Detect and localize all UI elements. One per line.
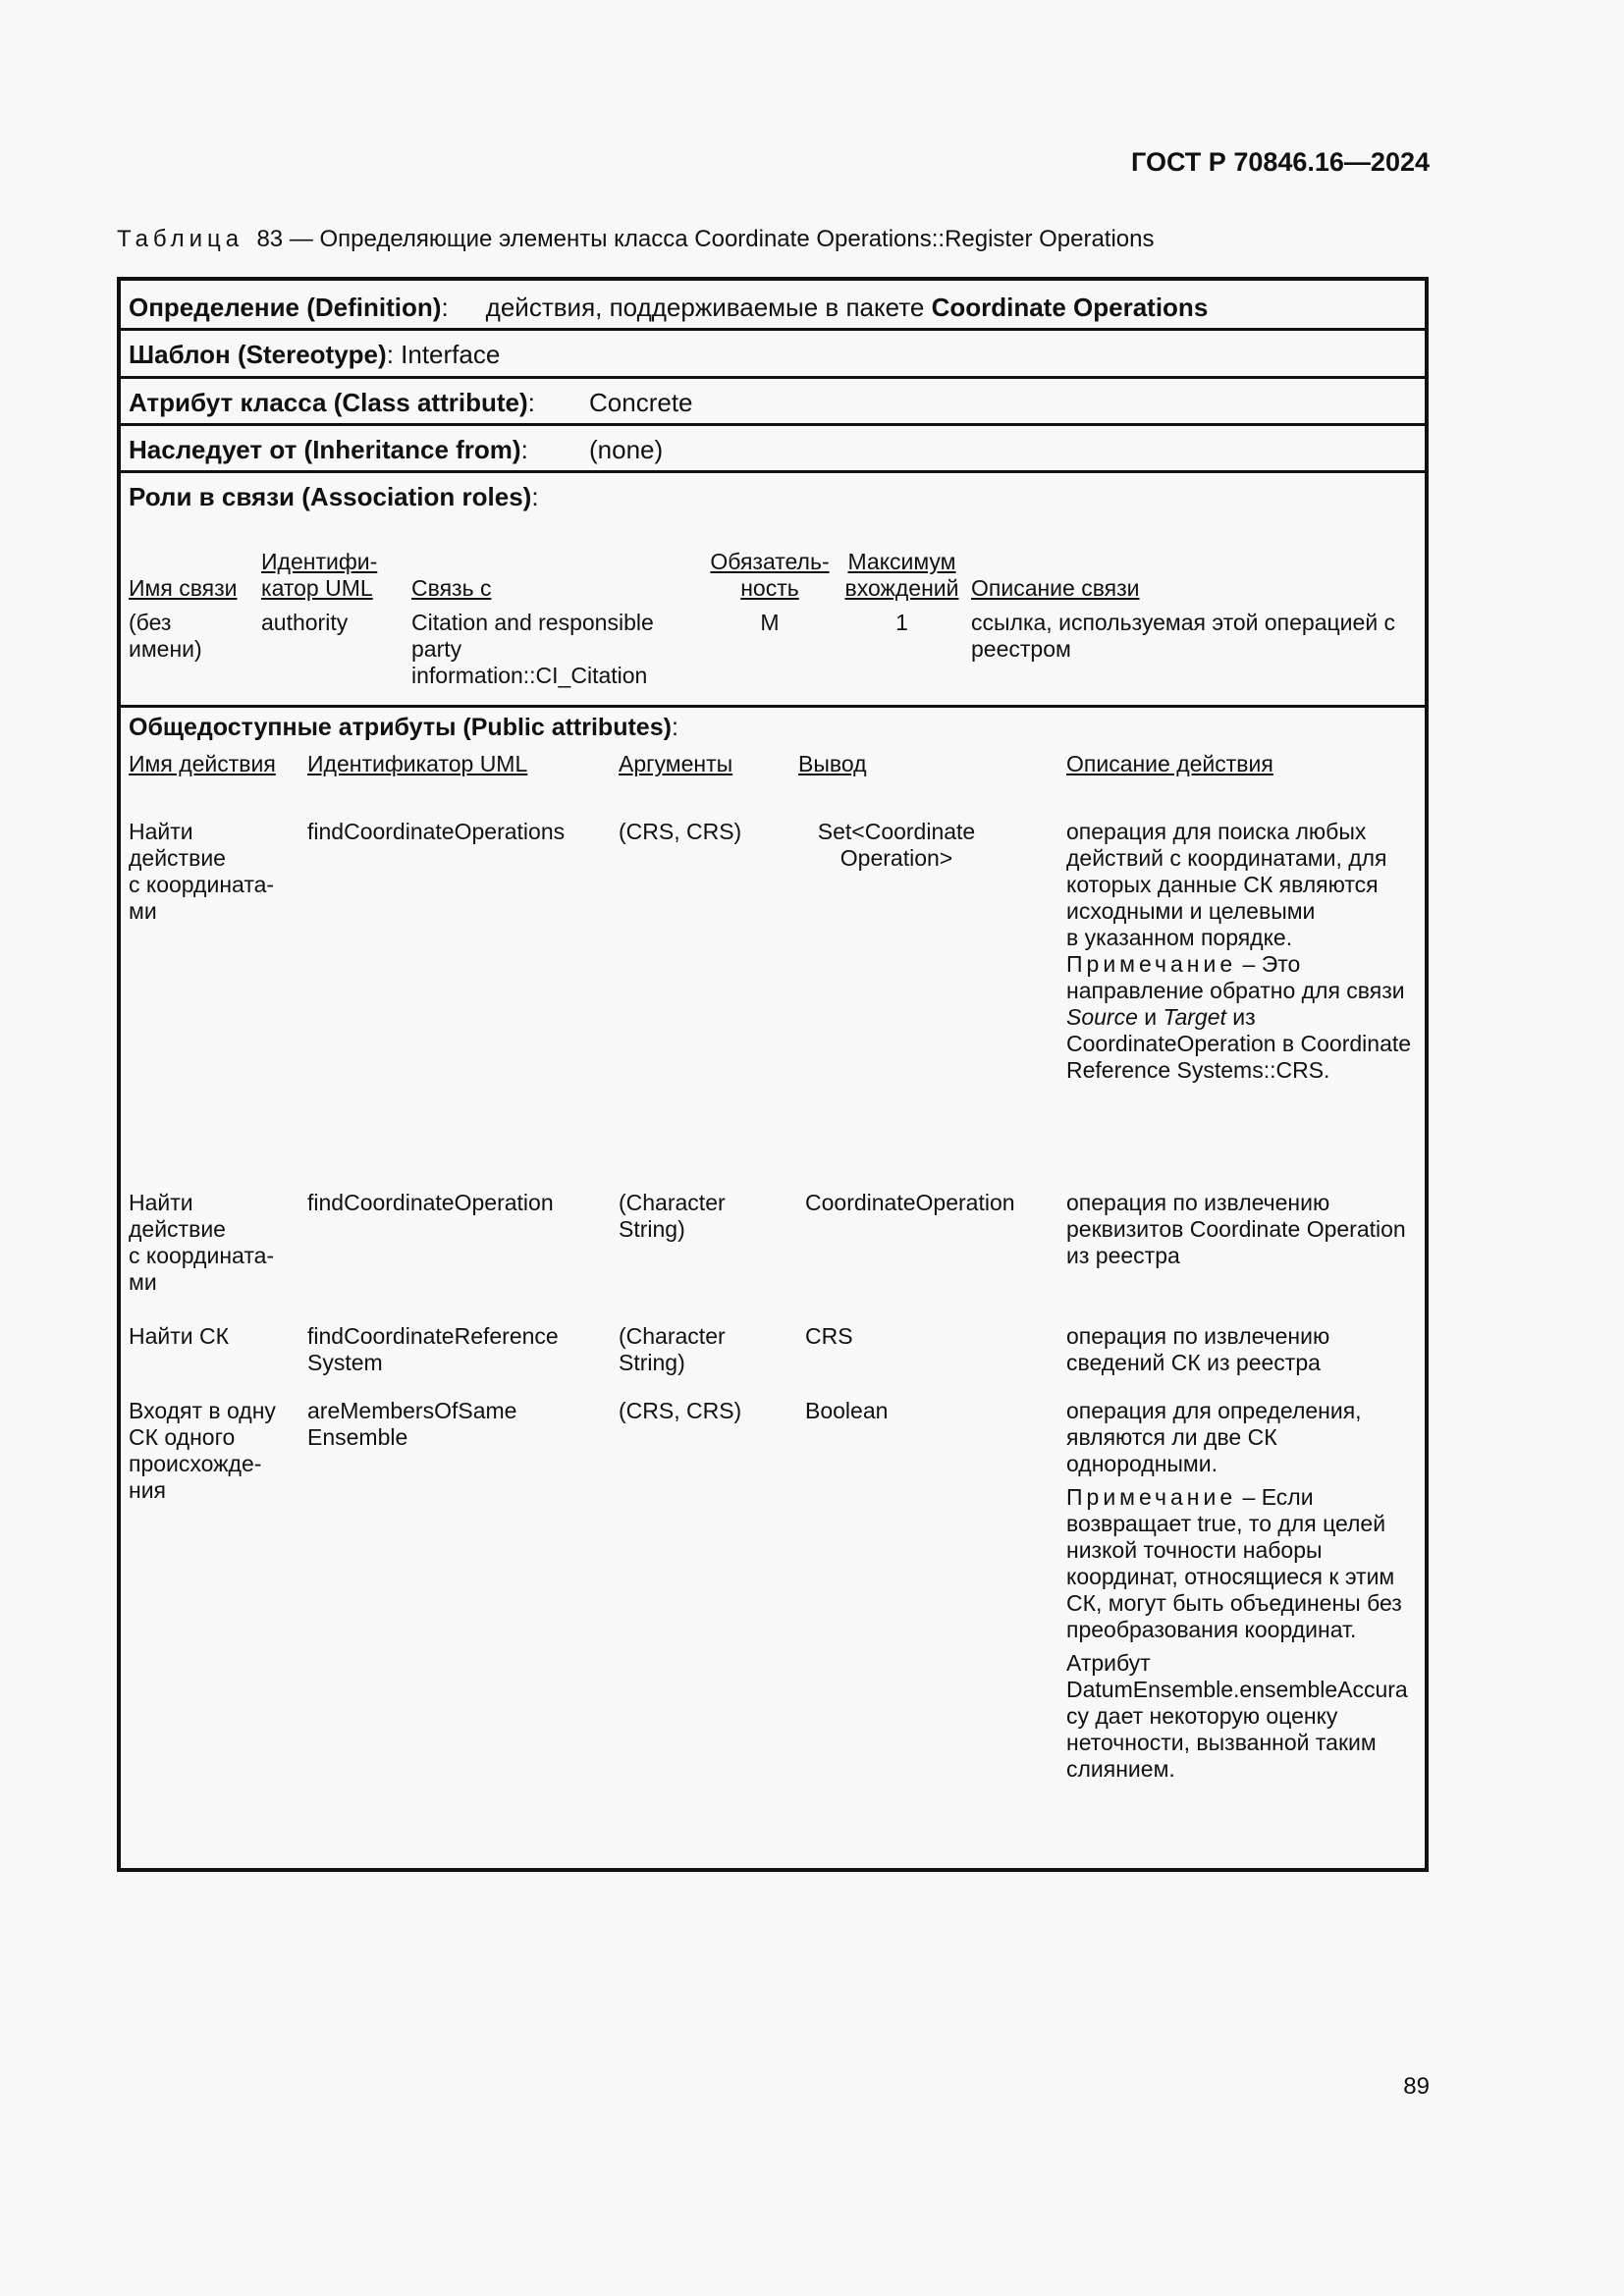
public-header-uml: Идентификатор UML xyxy=(307,751,528,776)
page-number: 89 xyxy=(1403,2073,1430,2100)
op3-output: CRS xyxy=(805,1323,853,1349)
class-attribute-row xyxy=(129,388,693,418)
note-from: из xyxy=(1225,1004,1256,1030)
text-line: из реестра xyxy=(1066,1243,1180,1268)
inheritance-row xyxy=(129,435,664,465)
roles-header-uml-1: Идентифи- xyxy=(261,549,378,574)
inheritance-value: (none) xyxy=(589,435,664,464)
text-line: ния xyxy=(129,1477,167,1503)
text-line: являются ли две СК xyxy=(1066,1424,1277,1450)
text-line: низкой точности наборы xyxy=(1066,1537,1323,1563)
op2-description xyxy=(1066,1190,1406,1269)
role-name-line: имени) xyxy=(129,636,202,662)
standard-number: ГОСТ Р 70846.16—2024 xyxy=(1131,147,1430,177)
public-header-desc: Описание действия xyxy=(1066,751,1273,776)
text-line: слиянием. xyxy=(1066,1756,1175,1782)
text-line: Найти xyxy=(129,1190,193,1215)
text-line: исходными и целевыми xyxy=(1066,898,1316,924)
row-divider xyxy=(121,423,1425,426)
inheritance-colon: : xyxy=(520,435,528,464)
public-header-out: Вывод xyxy=(798,751,867,776)
op4-output: Boolean xyxy=(805,1398,889,1423)
text-line: Reference Systems::CRS. xyxy=(1066,1057,1330,1083)
text-line: areMembersOfSame xyxy=(307,1398,517,1423)
text-line: Ensemble xyxy=(307,1424,408,1450)
definition-colon: : xyxy=(441,293,449,322)
text-line: CoordinateOperation в Coordinate xyxy=(1066,1031,1412,1056)
role-link-line: information::CI_Citation xyxy=(411,663,648,688)
note-dash: – Если xyxy=(1236,1484,1314,1510)
caption-text: 83 — Определяющие элементы класса Coordinate Operations::Register Operations xyxy=(256,226,1155,252)
role-uml: authority xyxy=(261,610,349,635)
text-line: действий с координатами, для xyxy=(1066,845,1387,871)
definition-label: Определение (Definition) xyxy=(129,293,442,322)
op1-args: (CRS, CRS) xyxy=(619,819,742,844)
role-link-line: Citation and responsible xyxy=(411,610,654,635)
text-line: ми xyxy=(129,1269,157,1295)
text-line: действие xyxy=(129,845,226,871)
text-line: операция для определения, xyxy=(1066,1398,1362,1423)
op1-note xyxy=(1066,951,1411,978)
note-label: Примечание xyxy=(1066,1484,1237,1510)
note-label: Примечание xyxy=(1066,951,1237,977)
roles-header-max-2: вхождений xyxy=(844,575,959,601)
text-line: возвращает true, то для целей xyxy=(1066,1511,1386,1536)
class-attribute-colon: : xyxy=(527,388,535,417)
op1-output xyxy=(779,819,1014,872)
definition-package: Coordinate Operations xyxy=(931,293,1209,322)
op3-uml xyxy=(307,1323,559,1376)
op3-name: Найти СК xyxy=(129,1323,230,1349)
note-dash: – Это xyxy=(1236,951,1301,977)
text-line: преобразования координат. xyxy=(1066,1617,1357,1642)
op4-args: (CRS, CRS) xyxy=(619,1398,742,1423)
text-line: DatumEnsemble.ensembleAccura xyxy=(1066,1677,1408,1702)
text-line: cy дает некоторую оценку xyxy=(1066,1703,1338,1729)
roles-header-name: Имя связи xyxy=(129,575,238,601)
op2-args xyxy=(619,1190,726,1243)
stereotype-value: : Interface xyxy=(386,340,501,369)
text-line: Set<Coordinate xyxy=(817,819,976,844)
text-line: в указанном порядке. xyxy=(1066,925,1293,950)
role-obligation: M xyxy=(760,610,780,635)
op2-name xyxy=(129,1190,274,1296)
note-source: Source xyxy=(1066,1004,1138,1030)
roles-colon: : xyxy=(531,482,539,511)
text-line: (Character xyxy=(619,1190,726,1215)
row-divider xyxy=(121,470,1425,473)
text-line: происхожде- xyxy=(129,1451,262,1476)
op4-uml xyxy=(307,1398,516,1451)
op1-name xyxy=(129,819,274,925)
roles-header-desc: Описание связи xyxy=(971,575,1140,601)
text-line: сведений СК из реестра xyxy=(1066,1350,1321,1375)
text-line: Operation> xyxy=(839,845,953,871)
op2-output: CoordinateOperation xyxy=(805,1190,1015,1215)
definition-row xyxy=(129,293,1208,323)
op3-args xyxy=(619,1323,726,1376)
public-colon: : xyxy=(671,714,678,741)
stereotype-label: Шаблон (Stereotype) xyxy=(129,340,387,369)
roles-label: Роли в связи (Association roles) xyxy=(129,482,532,511)
text-line: которых данные СК являются xyxy=(1066,872,1379,897)
roles-header-max-1: Максимум xyxy=(847,549,956,574)
text-line: СК одного xyxy=(129,1424,236,1450)
class-attribute-label: Атрибут класса (Class attribute) xyxy=(129,388,528,417)
role-desc-line: ссылка, используемая этой операцией с xyxy=(971,610,1396,635)
public-header-name: Имя действия xyxy=(129,751,276,776)
roles-title xyxy=(129,482,539,512)
text-line: СК, могут быть объединены без xyxy=(1066,1590,1402,1616)
text-line: реквизитов Coordinate Operation xyxy=(1066,1216,1406,1242)
text-line: ми xyxy=(129,898,157,924)
definition-text: действия, поддерживаемые в пакете xyxy=(485,293,932,322)
op4-description xyxy=(1066,1398,1408,1783)
stereotype-row xyxy=(129,340,500,370)
text-line: Атрибут xyxy=(1066,1650,1151,1676)
text-line: операция для поиска любых xyxy=(1066,819,1367,844)
op1-uml: findCoordinateOperations xyxy=(307,819,566,844)
table-caption xyxy=(117,226,1155,253)
definition-table xyxy=(117,277,1429,1872)
text-line: (Character xyxy=(619,1323,726,1349)
op4-name xyxy=(129,1398,276,1504)
row-divider xyxy=(121,705,1425,708)
text-line: findCoordinateReference xyxy=(307,1323,559,1349)
roles-header-uml-2: катор UML xyxy=(261,575,373,601)
note-and: и xyxy=(1137,1004,1164,1030)
text-line: с координата- xyxy=(129,872,275,897)
public-title xyxy=(129,714,678,742)
role-name xyxy=(129,610,202,663)
role-name-line: (без xyxy=(129,610,172,635)
text-line: String) xyxy=(619,1350,685,1375)
op1-note-roles xyxy=(1066,1004,1411,1031)
role-link xyxy=(411,610,654,689)
note-target: Target xyxy=(1163,1004,1226,1030)
role-desc-line: реестром xyxy=(971,636,1071,662)
op2-uml: findCoordinateOperation xyxy=(307,1190,554,1215)
text-line: операция по извлечению xyxy=(1066,1323,1330,1349)
class-attribute-value: Concrete xyxy=(589,388,693,417)
text-line: String) xyxy=(619,1216,685,1242)
text-line: Найти xyxy=(129,819,193,844)
text-line: с координата- xyxy=(129,1243,275,1268)
text-line: операция по извлечению xyxy=(1066,1190,1330,1215)
public-label: Общедоступные атрибуты (Public attributes) xyxy=(129,714,672,741)
text-line: действие xyxy=(129,1216,226,1242)
public-header-args: Аргументы xyxy=(619,751,733,776)
text-line: Входят в одну xyxy=(129,1398,276,1423)
text-line: однородными. xyxy=(1066,1451,1218,1476)
roles-header-link: Связь с xyxy=(411,575,492,601)
inheritance-label: Наследует от (Inheritance from) xyxy=(129,435,521,464)
op1-description xyxy=(1066,819,1411,1084)
role-max: 1 xyxy=(895,610,908,635)
text-line: направление обратно для связи xyxy=(1066,978,1405,1003)
row-divider xyxy=(121,376,1425,379)
role-description xyxy=(971,610,1395,663)
text-line: координат, относящиеся к этим xyxy=(1066,1564,1395,1589)
op4-note xyxy=(1066,1484,1408,1511)
caption-prefix: Таблица xyxy=(117,226,244,252)
text-line: неточности, вызванной таким xyxy=(1066,1730,1377,1755)
role-link-line: party xyxy=(411,636,462,662)
op3-description xyxy=(1066,1323,1329,1376)
roles-header-oblig-2: ность xyxy=(740,575,799,601)
text-line: System xyxy=(307,1350,383,1375)
roles-header-oblig-1: Обязатель- xyxy=(710,549,830,574)
row-divider xyxy=(121,328,1425,331)
